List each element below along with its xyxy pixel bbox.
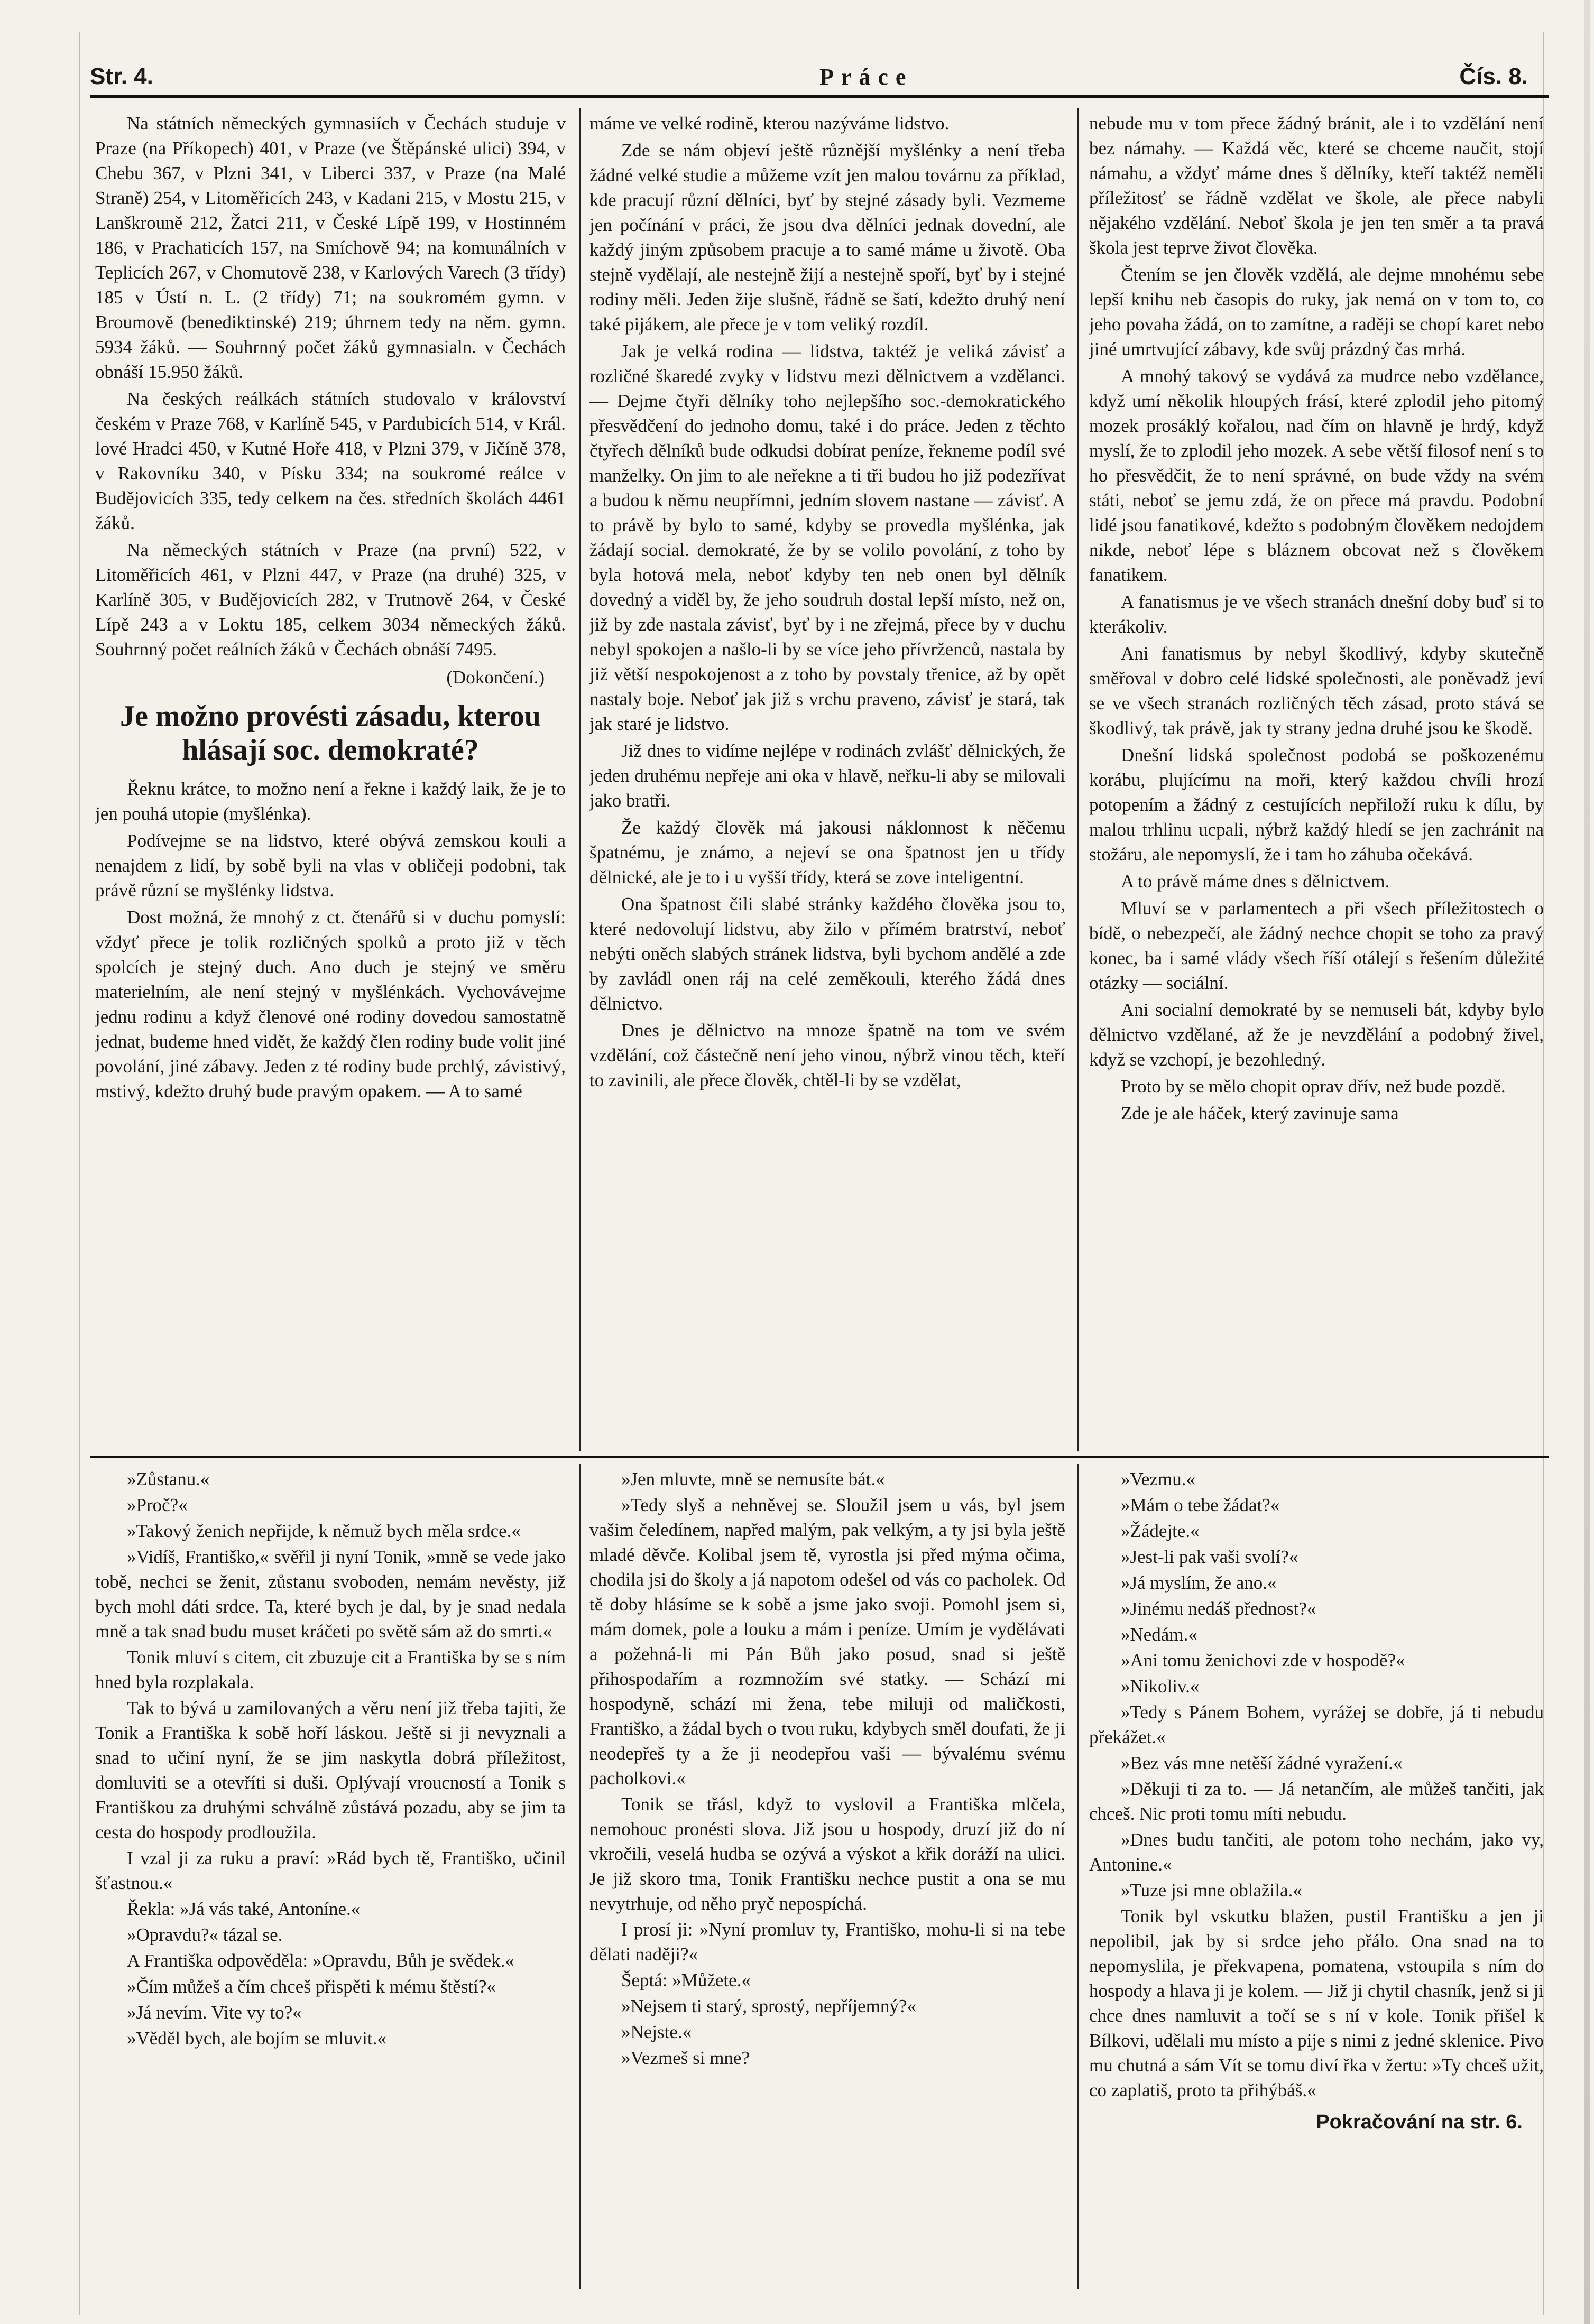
story-column-1: [95, 1467, 566, 2052]
header-rule: [90, 95, 1549, 98]
paragraph: Ona špatnost čili slabé stránky každého člověka jsou to, které nedovolují lidstvu, aby žilo v přímém bratrství, neboť nebýti oněch slabých stránek lidstva, byli bychom andělé a zde by zavládl onen ráj na celé zeměkouli, kterého žádá dnes dělnictvo.: [589, 894, 1065, 1014]
column-divider: [1077, 108, 1079, 1451]
paragraph: »Já nevím. Vite vy to?«: [127, 2002, 302, 2023]
paragraph: »Tedy slyš a nehněvej se. Sloužil jsem u vás, byl jsem vašim čeledínem, napřed malým, pak velkým, a ty jsi byla ještě mladé děvče. Kolibal jsem tě, vyrostla jsi před mýma očima, chodila jsi do školy a já napotom odešel od vás co pacholek. Od tě doby hlásíme se k sobě a jsme jako svoji. Pomohl jsem si, mám domek, pole a louku a mám i peníze. Umím je vydělávati a požehná-li mi Pán Bůh jako posud, snad si ještě přihospodařím a rozmnožím své statky. — Schází mi hospodyně, schází mi žena, tebe miluji od maličkosti, Františko, a žádal bych o tvou ruku, kdybych směl doufati, že ji neodepřeš ty a že ji neodepřou vaši — bývalému svému pacholkovi.«: [589, 1495, 1065, 1789]
paragraph: »Opravdu?« tázal se.: [127, 1924, 283, 1945]
paragraph: »Nedám.«: [1121, 1624, 1197, 1645]
paragraph: Čtením se jen člověk vzdělá, ale dejme mnohému sebe lepší knihu neb časopis do ruky, jak nemá on v tom to, co jeho povaha žádá, on to zamítne, a raději se chopí karet nebo jiné umrtvující zábavy, kde svůj prázdný čas mrhá.: [1089, 264, 1544, 359]
paragraph: Zde je ale háček, který zavinuje sama: [1121, 1103, 1399, 1124]
paragraph: Řeknu krátce, to možno není a řekne i každý laik, že je to jen pouhá utopie (myšlénka).: [95, 779, 566, 824]
column-divider: [579, 108, 581, 1451]
paragraph: »Ani tomu ženichovi zde v hospodě?«: [1121, 1650, 1405, 1671]
paragraph: »Jest-li pak vaši svolí?«: [1121, 1547, 1298, 1567]
paragraph: A mnohý takový se vydává za mudrce nebo vzdělance, když umí několik hloupých frásí, které zplodil jeho pitomý mozek prosáklý kořalou, nad čím on hlavně je hrdý, když myslí, že to zplodil jeho mozek. A sebe větší filosof není s to ho přesvědčit, že to není správné, on bude vždy na svém státi, neboť se jemu zdá, že on přece má pravdu. Podobní lidé jsou fanatikové, kdežto s podobným člověkem nedojdem nikde, neboť lépe s bláznem obcovat než s člověkem fanatikem.: [1089, 366, 1544, 585]
paragraph: I prosí ji: »Nyní promluv ty, Františko, mohu-li si na tebe dělati naději?«: [589, 1919, 1065, 1965]
column-divider: [579, 1464, 581, 2289]
paragraph: »Proč?«: [127, 1495, 188, 1515]
paragraph: »Čím můžeš a čím chceš přispěti k mému štěstí?«: [127, 1976, 496, 1997]
paragraph: Že každý člověk má jakousi náklonnost k něčemu špatnému, je známo, a nejeví se ona špatnost jen u třídy dělnické, ale je to i u vyšší třídy, která se zove inteligentní.: [589, 817, 1065, 887]
column-2: [589, 111, 1065, 1095]
paragraph: »Zůstanu.«: [127, 1469, 210, 1489]
paragraph: I vzal ji za ruku a praví: »Rád bych tě, Františko, učinil šťastnou.«: [95, 1848, 566, 1893]
paragraph: Podívejme se na lidstvo, které obývá zemskou kouli a nenajdem z lidí, by sobě byli na vlas v obličeji podobni, tak právě různí se myšlénky lidstva.: [95, 830, 566, 901]
paragraph: Šeptá: »Můžete.«: [621, 1970, 751, 1990]
paragraph: »Bez vás mne netěší žádné vyražení.«: [1121, 1753, 1403, 1773]
paragraph: »Takový ženich nepřijde, k němuž bych měla srdce.«: [127, 1521, 521, 1541]
paragraph: Na státních německých gymnasiích v Čechách studuje v Praze (na Příkopech) 401, v Praze (ve Štěpánské ulici) 394, v Chebu 367, v Plzni 341, v Liberci 337, v Praze (na Malé Straně) 254, v Litoměřicích 243, v Kadani 215, v Mostu 215, v Lanškrouně 212, Žatci 211, v České Lípě 199, v Hostinném 186, v Prachaticích 157, na Smíchově 94; na komunálních v Teplicích 267, v Chomutově 238, v Karlových Varech (3 třídy) 185 v Ústí n. L. (2 třídy) 71; na soukromém gymn. v Broumově (benediktinské) 219; úhrnem tedy na něm. gymn. 5934 žáků. — Souhrnný počet žáků gymnasialn. v Čechách obnáší 15.950 žáků.: [95, 113, 566, 382]
issue-number: Čís. 8.: [1459, 63, 1528, 89]
story-column-2: [589, 1467, 1065, 2071]
paragraph: »Žádejte.«: [1121, 1521, 1200, 1541]
paragraph: Tonik se třásl, když to vyslovil a Františka mlčela, nemohouc pronésti slova. Již jsou u hospody, druzí již do ní vkročili, veselá hudba se ozývá a výskot a křik doráží na ulici. Je již skoro tma, Tonik Františku nechce pustit a ona se mu nevytrhuje, od něho pryč nepospíchá.: [589, 1794, 1065, 1914]
article-headline: Je možno provésti zásadu, kterou hlásají soc. demokraté?: [120, 700, 541, 766]
paragraph: Ani socialní demokraté by se nemuseli bát, kdyby bylo dělnictvo vzdělané, až že je nevzdělání a podobný živel, když se vzchopí, je bezohledný.: [1089, 999, 1544, 1070]
paragraph: nebude mu v tom přece žádný bránit, ale i to vzdělání není bez námahy. — Každá věc, které se chceme naučit, stojí námahu, a vždyť máme dnes š dělníky, kteří taktéž neměli příležitosť se řádně vzdělat ve škole, ale přece nabyli nějakého vzdělání. Neboť škola je jen ten směr a ta pravá škola jest teprve život člověka.: [1089, 113, 1544, 258]
paragraph: Zde se nám objeví ještě různější myšlénky a není třeba žádné velké studie a můžeme vzít jen malou továrnu za příklad, kde pracují různí dělníci, byť by stejné zásady byli. Vezmeme jen počínání v práci, že jsou dva dělníci jednak dovední, ale každý jiným způsobem pracuje a to samé máme u životě. Oba stejně vydělají, ale nestejně žijí a nestejně spoří, byť by i stejné rodiny měli. Jeden žije slušně, řádně se šatí, kdežto druhý není také pijákem, ale přece je v tom veliký rozdíl.: [589, 140, 1065, 335]
paragraph: máme ve velké rodině, kterou nazýváme lidstvo.: [589, 113, 950, 134]
paragraph: Mluví se v parlamentech a při všech příležitostech o bídě, o nebezpečí, ale žádný nechce chopit se toho za pravý konec, ba i samé vlády všech říší otálejí s řešením důležité otázky — sociální.: [1089, 898, 1544, 993]
paragraph: »Dnes budu tančiti, ale potom toho nechám, jako vy, Antonine.«: [1089, 1829, 1544, 1875]
paragraph: »Nejste.«: [621, 2022, 692, 2042]
paragraph: »Vezmu.«: [1121, 1469, 1195, 1489]
paragraph: »Tuze jsi mne oblažila.«: [1121, 1880, 1302, 1901]
paragraph: »Tedy s Pánem Bohem, vyrážej se dobře, já ti nebudu překážet.«: [1089, 1702, 1544, 1747]
page-number: Str. 4.: [90, 63, 153, 89]
paragraph: »Věděl bych, ale bojím se mluvit.«: [127, 2028, 386, 2049]
paragraph: A fanatismus je ve všech stranách dnešní doby buď si to kterákoliv.: [1089, 591, 1544, 637]
newspaper-title: Práce: [819, 64, 914, 90]
column-divider: [1077, 1464, 1079, 2289]
paragraph: Tak to bývá u zamilovaných a věru není již třeba tajiti, že Tonik a Františka k sobě hoří láskou. Ještě si ji nevyznali a snad to učiní nyní, že se jim naskytla dobrá příležitost, domluviti se a otevříti si duši. Oplývají vroucností a Tonik s Františkou za druhými schválně zůstává pozadu, aby se jim ta cesta do hospody prodloužila.: [95, 1698, 566, 1842]
page-header: [90, 63, 1549, 106]
paragraph: »Děkuji ti za to. — Já netančím, ale můžeš tančiti, jak chceš. Nic proti tomu míti nebudu.: [1089, 1779, 1544, 1824]
paragraph: Tonik mluví s citem, cit zbuzuje cit a Františka by se s ním hned byla rozplakala.: [95, 1647, 566, 1692]
paragraph: Ani fanatismus by nebyl škodlivý, kdyby skutečně směřoval v dobro celé lidské společnosti, ale poněvadž jeví se ve všech stranách rozličných těch zásad, proto stává se škodlivý, tak právě, jak ty strany jedna druhé jsou ke škodě.: [1089, 643, 1544, 738]
paragraph: »Vezmeš si mne?: [621, 2048, 750, 2068]
column-3: [1089, 111, 1544, 1128]
paragraph: »Nikoliv.«: [1121, 1676, 1200, 1697]
scan-edge: [1584, 0, 1590, 2324]
story-column-3: [1089, 1467, 1544, 2135]
feuilleton-rule: [90, 1456, 1549, 1458]
paragraph: A to právě máme dnes s dělnictvem.: [1121, 871, 1390, 892]
continued-notice: Pokračování na str. 6.: [1316, 2111, 1523, 2133]
paragraph: »Nejsem ti starý, sprostý, nepříjemný?«: [621, 1996, 916, 2016]
paragraph: »Jen mluvte, mně se nemusíte bát.«: [621, 1469, 885, 1489]
paragraph: Jak je velká rodina — lidstva, taktéž je veliká závisť a rozličné škaredé zvyky v lidstvu mezi dělnictvem a vzdělanci. — Dejme čtyři dělníky toho nejlepšího soc.-demokratického přesvědčení do jednoho domu, také i do práce. Jeden z těchto čtyřech dělníků bude odkudsi dobírat peníze, řekneme podíl své manželky. On jim to ale neřekne a ti tři budou ho již podezřívat a budou k němu neupřímni, jedním slovem nastane — závisť. A to právě by bylo to samé, kdyby se provedla myšlénka, jak žádají social. demokraté, že by se volilo povolání, z toho by byla hotová mela, neboť kdyby ten neb onen byl dělník dovedný a viděl by, že jeho soudruh dostal lepší místo, než on, již by zde nastala závisť, byť by i ne zřejmá, přece by v duchu nebyl spokojen a našlo-li by se více jeho přívrženců, nastala by již větší nespokojenost a z toho by povstaly třenice, až by opět nastaly boje. Neboť jak již s vrchu praveno, závisť je stará, tak jak staré je lidstvo.: [589, 341, 1065, 734]
paragraph: Dnešní lidská společnost podobá se poškozenému korábu, plujícímu na moři, který každou chvíli hrozí potopením a žádný z cestujících nepřiloží ruku k dílu, by malou trhlinu ucpali, nýbrž každý hledí se jen zachránit na stožáru, ale nepomyslí, že i tam ho záhuba očekává.: [1089, 745, 1544, 865]
paragraph: A Františka odpověděla: »Opravdu, Bůh je svědek.«: [127, 1950, 514, 1971]
signoff: (Dokončení.): [446, 667, 545, 688]
paragraph: Proto by se mělo chopit oprav dřív, než bude pozdě.: [1121, 1076, 1506, 1097]
paragraph: »Mám o tebe žádat?«: [1121, 1495, 1280, 1515]
column-1: [95, 111, 566, 1106]
paragraph: Tonik byl vskutku blažen, pustil Františku a jen ji nepolibil, jak by si srdce jeho přálo. Ona snad na to nepomyslila, je překvapena, pomatena, vstoupila s ním do hospody a hlava ji je kolem. — Již ji chytil chasník, jenž si ji chce dnes namluvit a točí se s ní v kole. Tonik přišel k Bílkovi, udělali mu místo a pije s nimi z jedné sklenice. Pivo mu chutná a sám Vít se tomu diví řka v žertu: »Ty chceš užit, co zaplatiš, proto ta přihýbáš.«: [1089, 1906, 1544, 2100]
paragraph: »Vidíš, Františko,« svěřil ji nyní Tonik, »mně se vede jako tobě, nechci se ženit, zůstanu svoboden, nemám nevěsty, již bych mohl dáti srdce. Ta, které bych je dal, by je snad nedala mně a tak snad budu muset kráčeti po světě sám až do smrti.«: [95, 1547, 566, 1642]
paragraph: Již dnes to vidíme nejlépe v rodinách zvlášť dělnických, že jeden druhému nepřeje ani oka v hlavě, neřku-li aby se milovali jako bratři.: [589, 740, 1065, 811]
paragraph: Řekla: »Já vás také, Antoníne.«: [127, 1899, 361, 1919]
paragraph: »Jinému nedáš přednost?«: [1121, 1598, 1316, 1619]
paragraph: »Já myslím, že ano.«: [1121, 1572, 1277, 1593]
paragraph: Na německých státních v Praze (na první) 522, v Litoměřicích 461, v Plzni 447, v Praze (na druhé) 325, v Karlíně 305, v Budějovicích 282, v Trutnově 264, v České Lípě 243 a v Loktu 185, celkem 3034 německých žáků. Souhrnný počet reálních žáků v Čechách obnáší 7495.: [95, 540, 566, 660]
paragraph: Na českých reálkách státních studovalo v království českém v Praze 768, v Karlíně 545, v Pardubicích 514, v Král. lové Hradci 450, v Kutné Hoře 418, v Plzni 379, v Jičíně 378, v Rakovníku 340, v Písku 334; na soukromé reálce v Budějovicích 335, tedy celkem na čes. středních školách 4461 žáků.: [95, 388, 566, 533]
paragraph: Dost možná, že mnohý z ct. čtenářů si v duchu pomyslí: vždyť přece je tolik rozličných spolků a proto již v těch spolcích je stejný duch. Ano duch je stejný ve směru materielním, ale není stejný v myšlénkách. Vychovávejme jednu rodinu a když členové oné rodiny dovedou samostatně jednat, budeme hned vidět, že každý člen rodiny bude volit jiné povolání, jiné zábavy. Jeden z té rodiny bude prchlý, závistivý, mstivý, kdežto druhý bude pravým opakem. — A to samé: [95, 907, 566, 1101]
paragraph: Dnes je dělnictvo na mnoze špatně na tom ve svém vzdělání, což částečně není jeho vinou, nýbrž vinou těch, kteří to zavinili, ale přece člověk, chtěl-li by se vzdělat,: [589, 1020, 1065, 1090]
